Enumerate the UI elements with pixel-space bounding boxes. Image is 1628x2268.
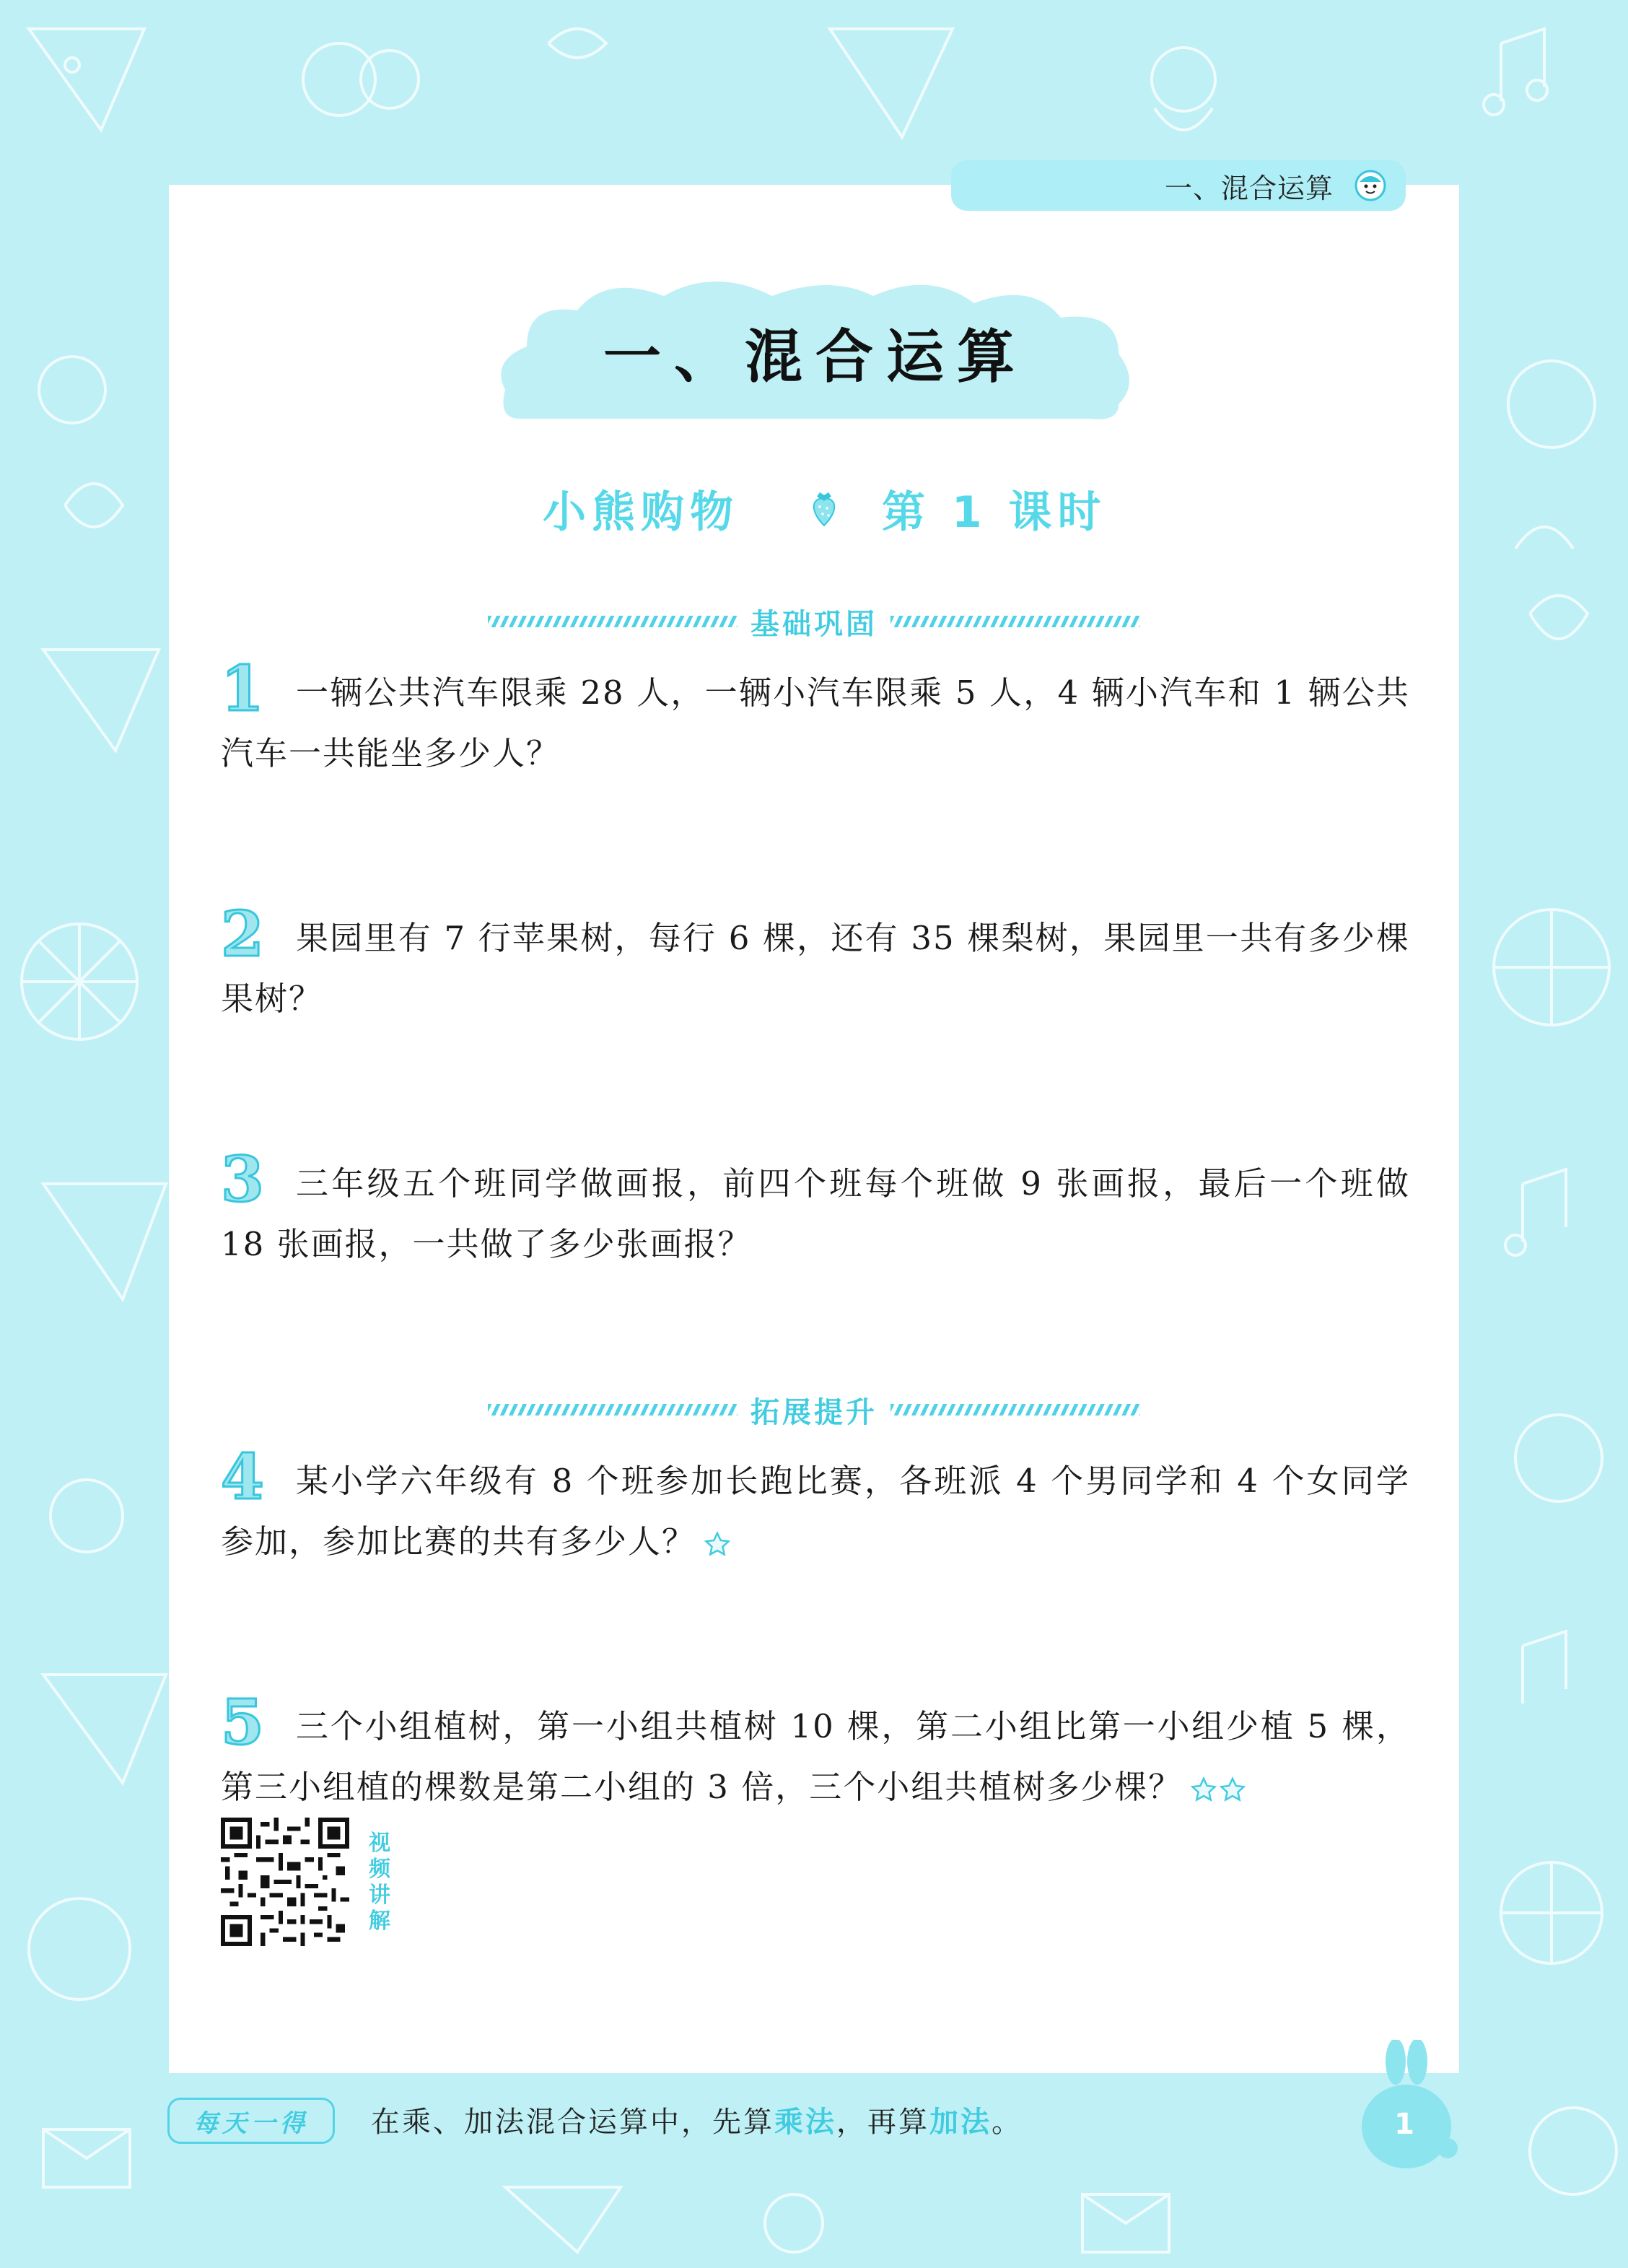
question-number: 1: [221, 653, 264, 725]
daily-tip-badge: 每天一得: [167, 2098, 335, 2144]
question-number: 2: [221, 898, 264, 971]
question-number: 3: [221, 1143, 264, 1216]
question-number: 4: [221, 1441, 264, 1514]
daily-tip-part: 在乘、加法混合运算中，先算: [371, 2106, 774, 2139]
strawberry-icon: [807, 489, 841, 527]
question-item: [221, 1686, 1410, 1818]
question-text: 三年级五个班同学做画报，前四个班每个班做 9 张画报，最后一个班做 18 张画报，一共做了多少张画报？: [221, 1164, 1410, 1263]
page-number: 1: [1394, 2108, 1414, 2141]
qr-code[interactable]: [221, 1818, 349, 1946]
daily-tip-highlight: 乘法: [774, 2106, 836, 2139]
question-text: 三个小组植树，第一小组共植树 10 棵，第二小组比第一小组少植 5 棵，第三小组植的棵数是第二小组的 3 倍，三个小组共植树多少棵？: [221, 1707, 1410, 1806]
lesson-name: 小熊购物: [543, 487, 739, 538]
section-label: 基础巩固: [750, 607, 878, 641]
lesson-number: 第 1 课时: [882, 487, 1107, 538]
daily-tip-part: ，再算: [836, 2106, 929, 2139]
section-label: 拓展提升: [750, 1395, 878, 1429]
bunny-icon: [1345, 2040, 1461, 2170]
daily-tip-highlight: 加法: [929, 2106, 992, 2139]
daily-tip-part: 。: [992, 2106, 1023, 2139]
chapter-header-tab: [951, 160, 1406, 211]
section-divider: [488, 616, 738, 627]
question-text: 某小学六年级有 8 个班参加长跑比赛，各班派 4 个男同学和 4 个女同学参加，参加比赛的共有多少人？: [221, 1462, 1410, 1561]
question-item: [221, 898, 1410, 1029]
question-text: 一辆公共汽车限乘 28 人，一辆小汽车限乘 5 人，4 辆小汽车和 1 辆公共汽车一共能坐多少人？: [221, 673, 1410, 772]
question-item: [221, 1143, 1410, 1275]
page-title: 一、混合运算: [603, 323, 1028, 391]
section-extension: [488, 1392, 1140, 1428]
difficulty-star-icon: [703, 1530, 732, 1559]
section-basic: [488, 603, 1140, 640]
difficulty-stars-icon: [1189, 1776, 1247, 1805]
question-text: 果园里有 7 行苹果树，每行 6 棵，还有 35 棵梨树，果园里一共有多少棵果树？: [221, 919, 1410, 1018]
chapter-header-text: 一、混合运算: [1164, 172, 1334, 204]
face-icon: [1354, 169, 1387, 202]
question-item: [221, 1441, 1410, 1572]
question-number: 5: [221, 1686, 264, 1759]
video-explanation-label: 视频讲解: [369, 1831, 390, 1934]
section-divider: [890, 616, 1140, 627]
section-divider: [890, 1404, 1140, 1416]
daily-tip-text: [371, 2099, 1023, 2145]
question-item: [221, 653, 1410, 784]
section-divider: [488, 1404, 738, 1416]
